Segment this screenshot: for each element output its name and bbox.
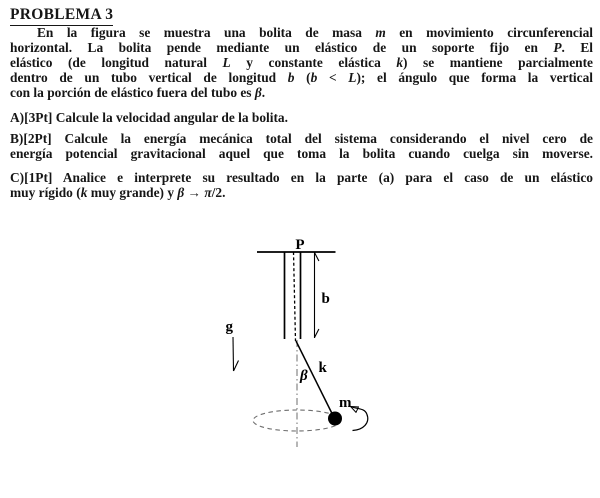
length-dimension-tick-top bbox=[315, 253, 319, 262]
mass-label: m bbox=[339, 395, 352, 411]
intro-line: dentro de un tubo vertical de longitud b (b < L); el ángulo que forma la vertical bbox=[10, 70, 594, 85]
gravity-arrow-head bbox=[234, 361, 239, 372]
ball bbox=[328, 412, 342, 426]
part-c-line: C)[1Pt] Analice e interprete su resultado en la parte (a) para el caso de un elástico bbox=[10, 170, 593, 185]
part-b-line: energía potencial gravitacional aquel que toma la bolita cuando cuelga sin moverse. bbox=[10, 146, 593, 161]
intro-line: En la figura se muestra una bolita de masa m en movimiento circunferencial bbox=[37, 25, 593, 40]
part-b-line: B)[2Pt] Calcule la energía mecánica total del sistema considerando el nivel cero de bbox=[10, 131, 593, 146]
support-point-label: P bbox=[295, 237, 305, 253]
gravity-arrow-shaft bbox=[233, 337, 234, 371]
elastic-inside-tube bbox=[294, 252, 296, 341]
part-c-line: muy rígido (k muy grande) y β → π/2. bbox=[10, 185, 226, 200]
intro-line: horizontal. La bolita pende mediante un elástico de un soporte fijo en P. El bbox=[10, 40, 593, 55]
intro-line: con la porción de elástico fuera del tubo es β. bbox=[10, 85, 266, 100]
tube-length-label: b bbox=[321, 291, 330, 307]
intro-line: elástico (de longitud natural L y constante elástica k) se mantiene parcialmente bbox=[10, 55, 594, 70]
length-dimension-tick-bottom bbox=[315, 329, 319, 338]
angle-label: β bbox=[300, 368, 308, 384]
page-title-text: PROBLEMA 3 bbox=[10, 6, 113, 26]
gravity-label: g bbox=[225, 319, 233, 335]
rotation-direction-arrow bbox=[351, 407, 368, 431]
elastic-constant-label: k bbox=[318, 360, 327, 376]
part-a-line: A)[3Pt] Calcule la velocidad angular de la bolita. bbox=[10, 110, 288, 125]
